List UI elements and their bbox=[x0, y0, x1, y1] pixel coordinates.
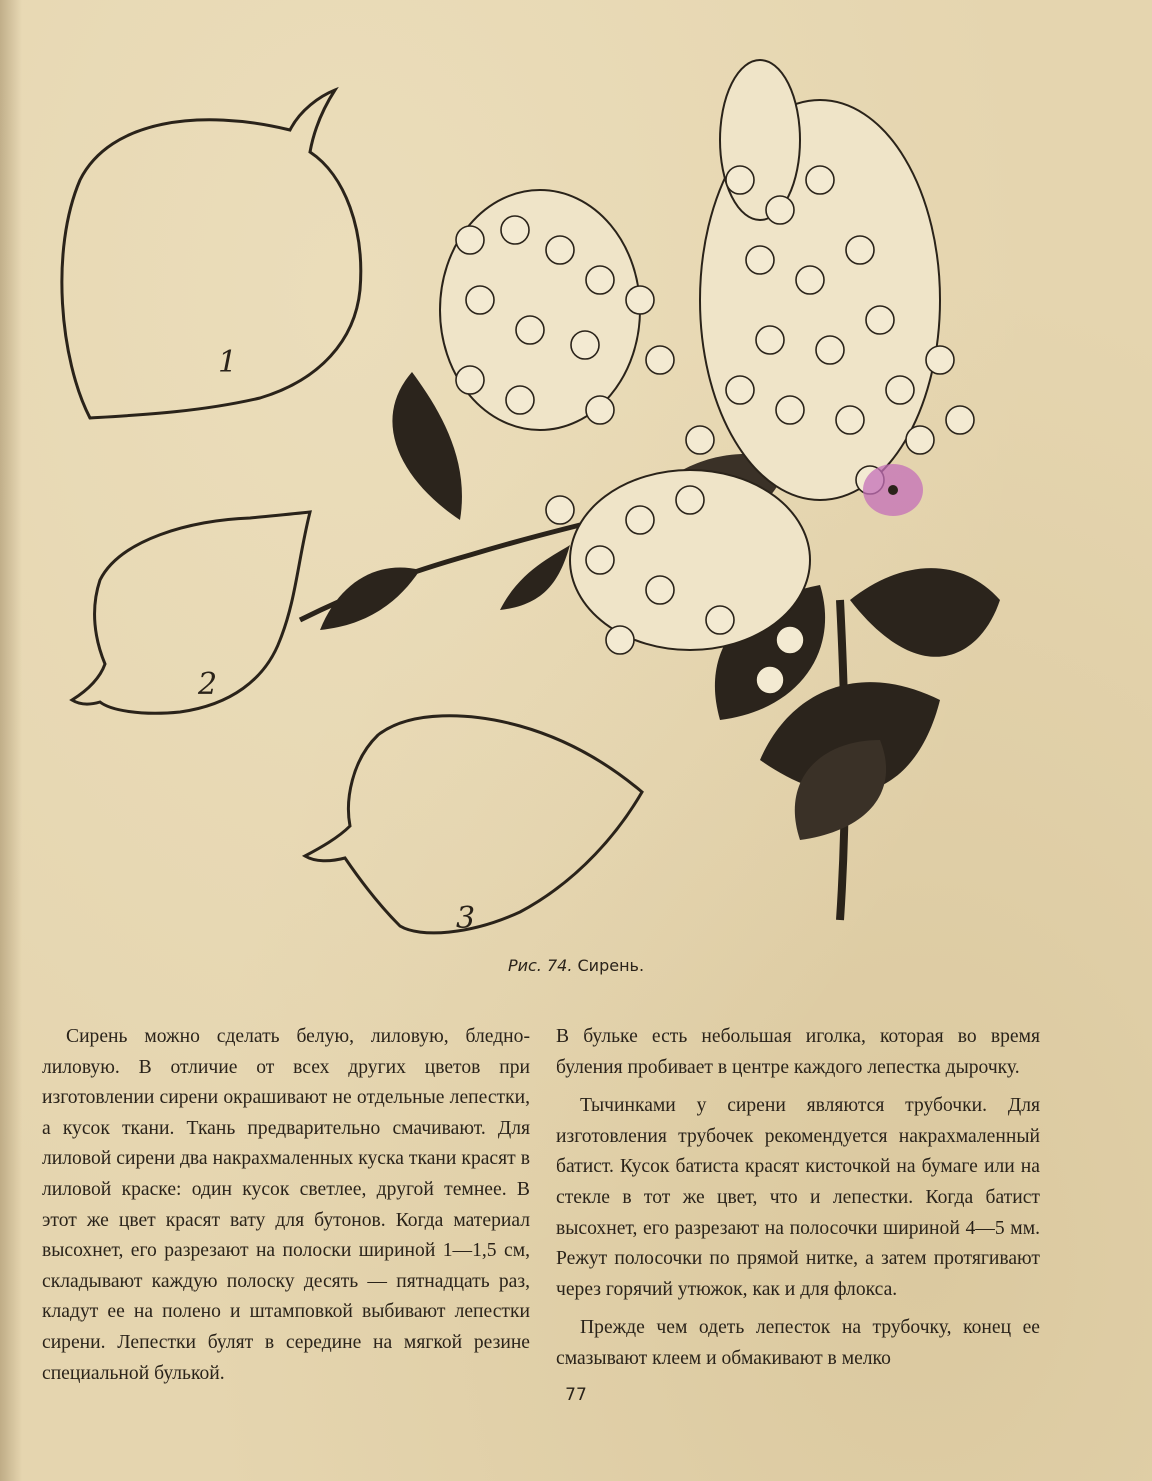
page-number: 77 bbox=[565, 1385, 587, 1405]
text-column-left bbox=[42, 1022, 530, 1389]
leaf-template-1 bbox=[62, 90, 361, 418]
figure-title: Сирень. bbox=[577, 956, 645, 975]
leaf-label-3: 3 bbox=[456, 901, 476, 936]
text-column-right bbox=[556, 1022, 1040, 1375]
leaf-label-1: 1 bbox=[218, 345, 238, 380]
leaf-template-2 bbox=[72, 512, 310, 713]
paragraph: Тычинками у сирени являются трубочки. Для изготовления трубочек рекомендуется накрахмаленный батист. Кусок батиста красят кисточкой на бумаге или на стекле в тот же цвет, что и лепестки. Когда батист высохнет, его разрезают на полосочки шириной 4—5 мм. Режут полосочки по прямой нитке, а затем протягивают через горячий утюжок, как и для флокса. bbox=[556, 1095, 1040, 1300]
paragraph: Сирень можно сделать белую, лиловую, бледно-лиловую. В отличие от всех других цветов при изготовлении сирени окрашивают не отдельные лепестки, а кусок ткани. Ткань предварительно смачивают. Для лиловой сирени два накрахмаленных куска ткани красят в лиловой краске: один кусок светлее, другой темнее. В этот же цвет красят вату для бутонов. Когда материал высохнет, его разрезают на полоски шириной 1—1,5 см, складывают каждую полоску десять — пятнадцать раз, кладут ее на полено и штамповкой выбивают лепестки сирени. Лепестки булят в середине на мягкой резине специальной булькой. bbox=[42, 1026, 530, 1384]
figure-number: Рис. 74. bbox=[507, 956, 573, 975]
leaf-template-3 bbox=[305, 716, 642, 936]
lilac-branch-drawing bbox=[300, 60, 1000, 920]
pink-floret-accent bbox=[863, 464, 923, 516]
paragraph: В бульке есть небольшая иголка, которая во время буления пробивает в центре каждого лепестка дырочку. bbox=[556, 1026, 1040, 1078]
figure-caption bbox=[0, 956, 1152, 975]
paragraph: Прежде чем одеть лепесток на трубочку, конец ее смазывают клеем и обмакивают в мелко bbox=[556, 1317, 1040, 1369]
leaf-label-2: 2 bbox=[198, 667, 218, 702]
